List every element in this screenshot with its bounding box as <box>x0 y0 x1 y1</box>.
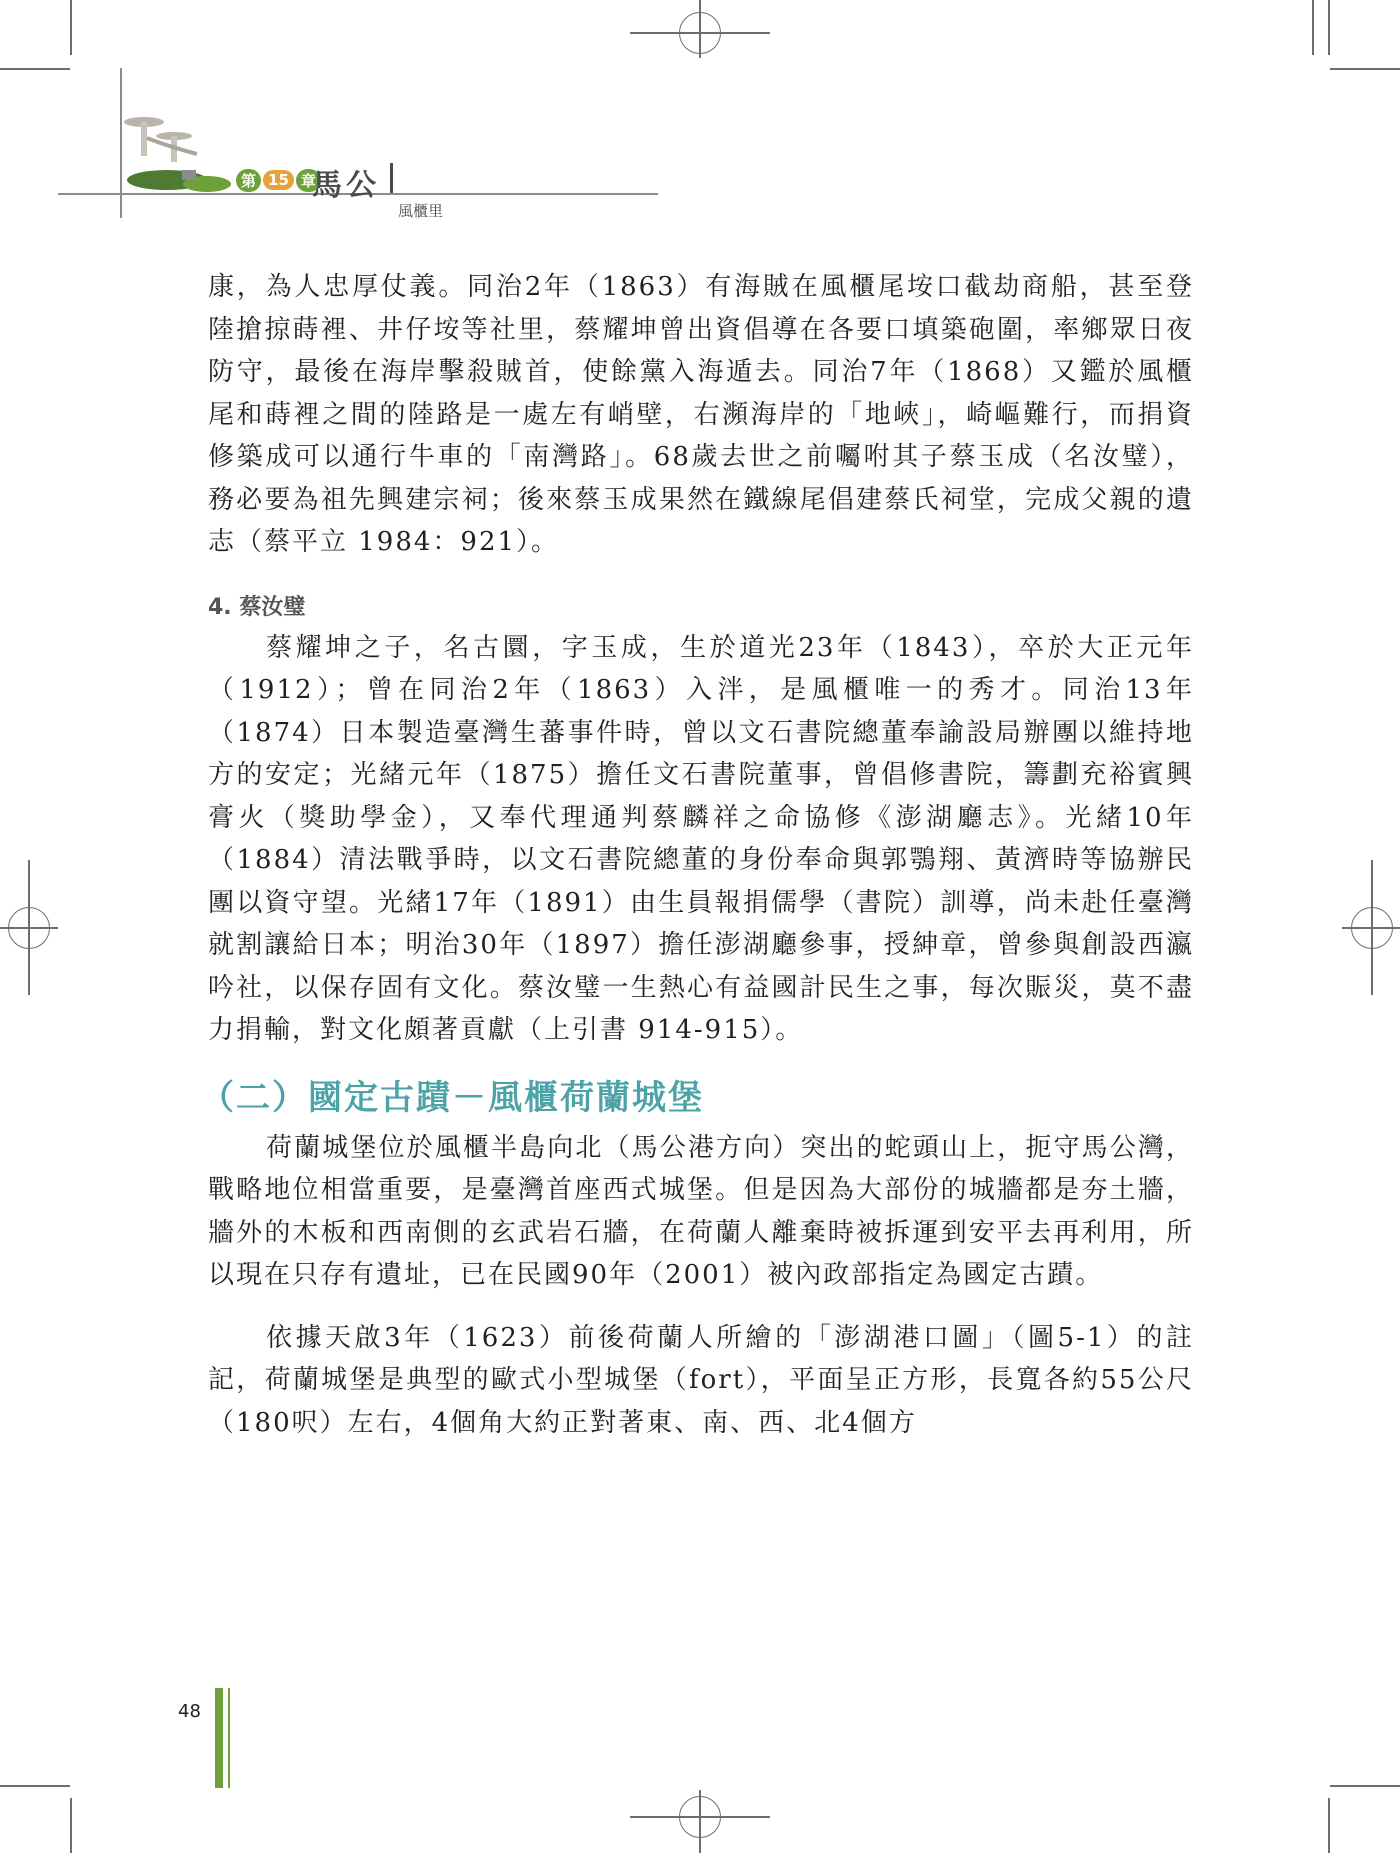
crop-mark <box>0 1785 70 1787</box>
chapter-prefix: 第 <box>236 169 261 192</box>
footer-green-line <box>228 1688 230 1788</box>
paragraph-gap <box>208 1297 1194 1317</box>
crop-mark <box>70 0 72 55</box>
crop-mark <box>70 1798 72 1853</box>
registration-mark-top-v <box>699 0 701 58</box>
subheading-4: 4. 蔡汝璧 <box>208 594 306 620</box>
district-title: 馬公 <box>312 168 380 203</box>
paragraph-2: 蔡耀坤之子，名古圜，字玉成，生於道光23年（1843），卒於大正元年（1912）；曾在同治2年（1863）入泮，是風櫃唯一的秀才。同治13年（1874）日本製造臺灣生蕃事件時，曾以文石書院總董奉諭設局辦團以維持地方的安定；光緒元年（1875）擔任文石書院董事，曾倡修書院，籌劃充裕賓興膏火（獎助學金），又奉代理通判蔡麟祥之命協修《澎湖廳志》。光緒10年（1884）清法戰爭時，以文石書院總董的身份奉命與郭鶚翔、黃濟時等協辦民團以資守望。光緒17年（1891）由生員報捐儒學（書院）訓導，尚未赴任臺灣就割讓給日本；明治30年（1897）擔任澎湖廳參事，授紳章，曾參與創設西瀛吟社，以保存固有文化。蔡汝璧一生熱心有益國計民生之事，每次賑災，莫不盡力捐輸，對文化頗著貢獻（上引書 914-915）。 <box>208 632 1194 1045</box>
registration-mark-left-v <box>28 860 30 995</box>
crop-mark <box>1328 1798 1330 1853</box>
chapter-number: 15 <box>263 170 294 190</box>
paragraph-4: 依據天啟3年（1623）前後荷蘭人所繪的「澎湖港口圖」（圖5-1）的註記，荷蘭城堡是典型的歐式小型城堡（fort），平面呈正方形，長寬各約55公尺（180呎）左右，4個角大約正對著東、南、西、北4個方 <box>208 1322 1194 1438</box>
footer-green-bar <box>215 1688 223 1788</box>
crop-mark <box>0 68 70 70</box>
crop-mark <box>1330 1785 1400 1787</box>
crop-mark <box>1328 0 1330 55</box>
chapter-badge <box>232 168 325 192</box>
title-divider <box>390 163 393 193</box>
crop-mark <box>1312 0 1314 55</box>
village-subtitle: 風櫃里 <box>398 202 444 220</box>
paragraph-1: 康，為人忠厚仗義。同治2年（1863）有海賊在風櫃尾垵口截劫商船，甚至登陸搶掠蒔裡、井仔垵等社里，蔡耀坤曾出資倡導在各要口填築砲圍，率鄉眾日夜防守，最後在海岸擊殺賊首，使餘黨入海遁去。同治7年（1868）又鑑於風櫃尾和蒔裡之間的陸路是一處左有峭壁，右瀕海岸的「地峽」，崎嶇難行，而捐資修築成可以通行牛車的「南灣路」。68歲去世之前囑咐其子蔡玉成（名汝璧），務必要為祖先興建宗祠；後來蔡玉成果然在鐵線尾倡建蔡氏祠堂，完成父親的遺志（蔡平立 1984：921）。 <box>208 272 1194 557</box>
registration-mark-bottom-v <box>699 1790 701 1853</box>
registration-mark-right-v <box>1371 860 1373 995</box>
chapter-suffix: 章 <box>296 169 321 192</box>
paragraph-3: 荷蘭城堡位於風櫃半島向北（馬公港方向）突出的蛇頭山上，扼守馬公灣，戰略地位相當重要，是臺灣首座西式城堡。但是因為大部份的城牆都是夯土牆，牆外的木板和西南側的玄武岩石牆，在荷蘭人離棄時被拆運到安平去再利用，所以現在只存有遺址，已在民國90年（2001）被內政部指定為國定古蹟。 <box>208 1132 1194 1290</box>
section-title: （二）國定古蹟－風櫃荷蘭城堡 <box>200 1077 704 1118</box>
page-number: 48 <box>178 1701 201 1722</box>
crop-mark <box>1330 68 1400 70</box>
landmark-illustration <box>122 108 232 194</box>
main-content <box>200 266 1194 1444</box>
